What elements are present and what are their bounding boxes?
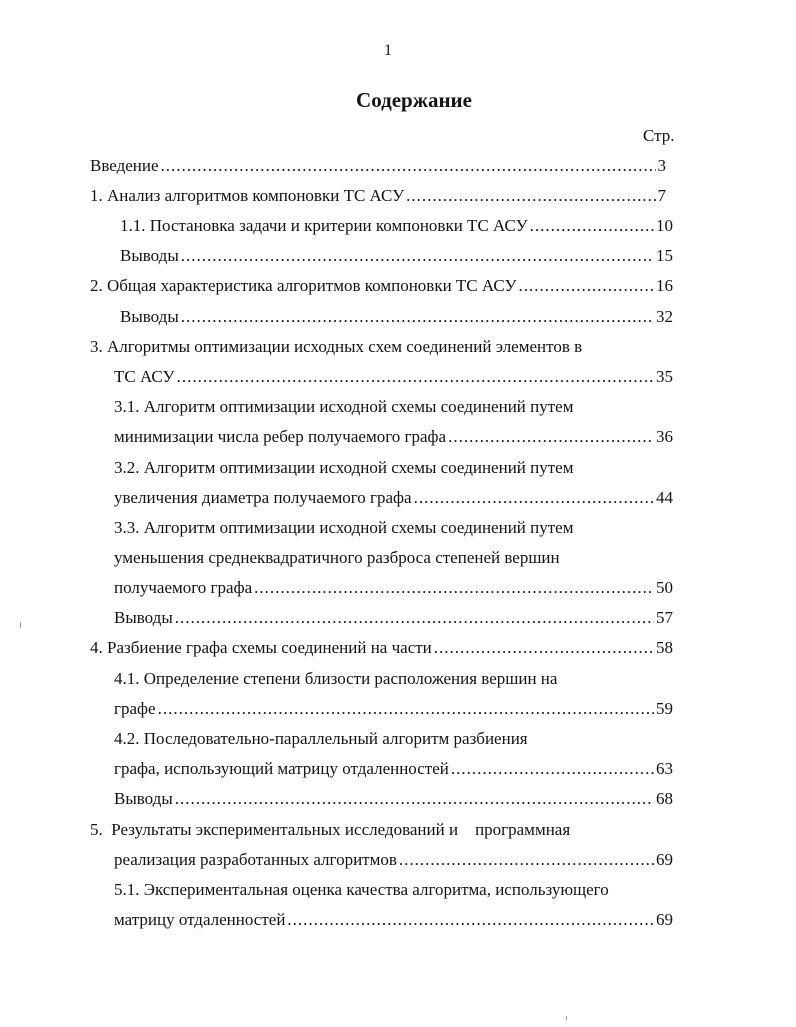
toc-entry-title: увеличения диаметра получаемого графа xyxy=(114,488,412,507)
scan-speck xyxy=(566,1016,567,1020)
toc-entry-3-3 xyxy=(114,578,673,602)
toc-entry-page: 44 xyxy=(656,488,673,507)
toc-entry-title: Выводы xyxy=(120,307,179,326)
toc-entry-5-1 xyxy=(114,910,673,934)
toc-entry-title: 1.1. Постановка задачи и критерии компоновки ТС АСУ xyxy=(120,216,528,235)
toc-entry-3-3-title-cont: уменьшения среднеквадратичного разброса степеней вершин xyxy=(114,548,560,567)
toc-entry-3 xyxy=(114,367,673,391)
toc-entry-title: 4. Разбиение графа схемы соединений на части xyxy=(90,638,432,657)
toc-entry-title: реализация разработанных алгоритмов xyxy=(114,850,397,869)
toc-entry-page: 15 xyxy=(656,246,673,265)
leader-dots xyxy=(158,699,654,719)
toc-entry-conclusions-3 xyxy=(114,608,673,632)
toc-entry-page: 7 xyxy=(657,186,666,205)
leader-dots xyxy=(161,156,656,176)
toc-entry-page: 68 xyxy=(656,789,673,808)
leader-dots xyxy=(287,910,654,930)
toc-entry-page: 69 xyxy=(656,850,673,869)
toc-entry-page: 16 xyxy=(656,276,673,295)
toc-entry-page: 58 xyxy=(656,638,673,657)
toc-entry-5 xyxy=(114,850,673,874)
leader-dots xyxy=(414,488,654,508)
toc-entry-page: 3 xyxy=(657,156,666,175)
leader-dots xyxy=(448,427,654,447)
toc-entry-conclusions-1 xyxy=(120,246,673,270)
toc-entry-3-1 xyxy=(114,427,673,451)
leader-dots xyxy=(181,307,654,327)
toc-entry-5-title: 5. Результаты экспериментальных исследований и программная xyxy=(90,820,571,839)
toc-entry-page: 59 xyxy=(656,699,673,718)
toc-entry-page: 69 xyxy=(656,910,673,929)
toc-entry-title: Введение xyxy=(90,156,159,175)
toc-entry-3-1-title: 3.1. Алгоритм оптимизации исходной схемы соединений путем xyxy=(114,397,574,416)
toc-entry-introduction xyxy=(90,156,666,180)
toc-entry-page: 57 xyxy=(656,608,673,627)
toc-entry-page: 63 xyxy=(656,759,673,778)
toc-entry-conclusions-4 xyxy=(114,789,673,813)
toc-entry-page: 50 xyxy=(656,578,673,597)
toc-entry-3-title: 3. Алгоритмы оптимизации исходных схем соединений элементов в xyxy=(90,337,583,356)
toc-entry-2 xyxy=(90,276,673,300)
toc-entry-4-2 xyxy=(114,759,673,783)
toc-entry-4-1 xyxy=(114,699,673,723)
toc-entry-conclusions-2 xyxy=(120,307,673,331)
toc-entry-4-2-title: 4.2. Последовательно-параллельный алгоритм разбиения xyxy=(114,729,528,748)
toc-entry-title: получаемого графа xyxy=(114,578,253,597)
toc-entry-3-2 xyxy=(114,488,673,512)
leader-dots xyxy=(530,216,654,236)
toc-entry-title: Выводы xyxy=(114,789,173,808)
toc-entry-title: Выводы xyxy=(120,246,179,265)
leader-dots xyxy=(175,608,654,628)
toc-entry-title: Выводы xyxy=(114,608,173,627)
leader-dots xyxy=(181,246,654,266)
toc-entry-title: графе xyxy=(114,699,156,718)
toc-entry-3-3-title: 3.3. Алгоритм оптимизации исходной схемы соединений путем xyxy=(114,518,574,537)
toc-entry-1-1 xyxy=(120,216,673,240)
leader-dots xyxy=(518,276,654,296)
page-title: Содержание xyxy=(356,88,472,112)
toc-entry-page: 10 xyxy=(656,216,673,235)
toc-entry-4 xyxy=(90,638,673,662)
toc-entry-title: матрицу отдаленностей xyxy=(114,910,286,929)
toc-entry-page: 36 xyxy=(656,427,673,446)
toc-entry-title: графа, использующий матрицу отдаленностей xyxy=(114,759,449,778)
page-number: 1 xyxy=(384,42,392,59)
toc-entry-1 xyxy=(90,186,666,210)
leader-dots xyxy=(406,186,655,206)
toc-entry-title: ТС АСУ xyxy=(114,367,175,386)
scan-speck xyxy=(20,622,21,628)
leader-dots xyxy=(177,367,654,387)
leader-dots xyxy=(434,638,654,658)
toc-entry-title: 1. Анализ алгоритмов компоновки ТС АСУ xyxy=(90,186,405,205)
toc-entry-title: 2. Общая характеристика алгоритмов компоновки ТС АСУ xyxy=(90,276,517,295)
leader-dots xyxy=(399,850,654,870)
leader-dots xyxy=(175,789,654,809)
toc-entry-page: 35 xyxy=(656,367,673,386)
toc-entry-title: минимизации числа ребер получаемого графа xyxy=(114,427,447,446)
page-column-label: Стр. xyxy=(643,126,675,145)
toc-entry-page: 32 xyxy=(656,307,673,326)
toc-entry-5-1-title: 5.1. Экспериментальная оценка качества алгоритма, использующего xyxy=(114,880,609,899)
leader-dots xyxy=(254,578,654,598)
leader-dots xyxy=(451,759,654,779)
toc-entry-4-1-title: 4.1. Определение степени близости расположения вершин на xyxy=(114,669,558,688)
toc-entry-3-2-title: 3.2. Алгоритм оптимизации исходной схемы соединений путем xyxy=(114,458,574,477)
